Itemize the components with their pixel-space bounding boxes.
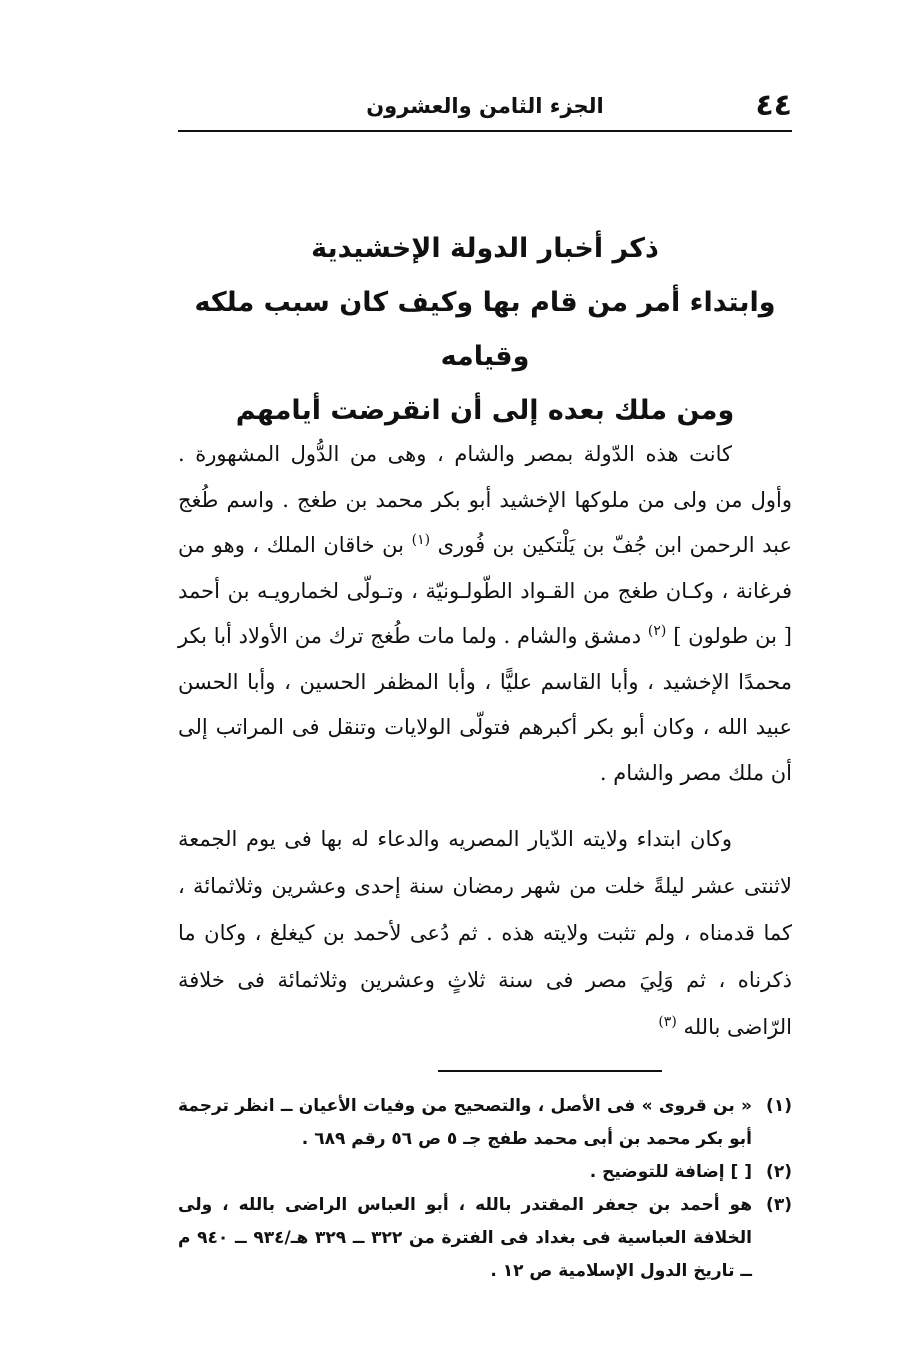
footnote-reference-3: (٣) — [658, 1014, 677, 1030]
footnotes — [178, 1090, 792, 1288]
chapter-title-line-1: ذكر أخبار الدولة الإخشيدية — [311, 233, 659, 264]
footnote-reference-2: (٢) — [647, 623, 667, 639]
volume-title: الجزء الثامن والعشرون — [366, 94, 604, 118]
body-paragraph-1 — [178, 432, 792, 796]
footnote-text: هو أحمد بن جعفر المقتدر بالله ، أبو العباس الراضى بالله ، ولى الخلافة العباسية فى بغداد فى الفترة من ٣٢٢ ــ ٣٢٩ هـ/٩٣٤ ــ ٩٤٠ م ــ تاريخ الدول الإسلامية ص ١٢ . — [178, 1195, 752, 1281]
paragraph-text: وكان ابتداء ولايته الدّيار المصريه والدعاء له بها فى يوم الجمعة لاثنتى عشر ليلةً خلت من شهر رمضان سنة إحدى وعشرين وثلاثمائة ، كما قدمناه ، ولم تثبت ولايته هذه . ثم دُعى لأحمد بن كيغلغ ، وكان ما ذكرناه ، ثم وَلِيَ مصر فى سنة ثلاثٍ وعشرين وثلاثمائة فى خلافة الرّاضى بالله — [178, 827, 792, 1039]
footnote-1 — [178, 1090, 792, 1156]
footnote-reference-1: (١) — [411, 532, 431, 548]
paragraph-text: دمشق والشام . ولما مات طُغج ترك من الأولاد أبا بكر محمدًا الإخشيد ، وأبا القاسم عليًّا ، وأبا المظفر الحسين ، وأبا الحسن عبيد الله ، وكان أبو بكر أكبرهم فتولّى الولايات وتنقل فى المراتب إلى أن ملك مصر والشام . — [178, 624, 792, 785]
paragraph-text: بن خاقان الملك ، وهو من فرغانة ، وكـان طغج من القـواد الطّولـونيّة ، وتـولّى لخمارويـه بن أحمد [ بن طولون ] — [178, 533, 792, 648]
footnote-2 — [178, 1156, 792, 1189]
body-paragraph-2 — [178, 816, 792, 1051]
footnote-3 — [178, 1189, 792, 1288]
footnote-number: (١) — [766, 1096, 792, 1116]
chapter-title-line-3: ومن ملك بعده إلى أن انقرضت أيامهم — [235, 395, 735, 426]
running-header — [178, 86, 792, 132]
paragraph-text: كانت هذه الدّولة بمصر والشام ، وهى من الدُّول المشهورة . وأول من ولى من ملوكها الإخشيد أبو بكر محمد بن طغج . واسم طُغج عبد الرحمن ابن جُفّ بن يَلْتكين بن فُورى — [178, 442, 792, 557]
chapter-title — [178, 222, 792, 438]
page-number: ٤٤ — [755, 88, 792, 123]
footnote-number: (٢) — [766, 1162, 792, 1182]
footnote-text: [ ] إضافة للتوضيح . — [589, 1162, 752, 1182]
footnote-number: (٣) — [766, 1195, 792, 1215]
footnote-text: « بن قروى » فى الأصل ، والتصحيح من وفيات الأعيان ــ انظر ترجمة أبو بكر محمد بن أبى محمد طفج جـ ٥ ص ٥٦ رقم ٦٨٩ . — [178, 1096, 752, 1149]
footnote-divider — [438, 1070, 662, 1072]
chapter-title-line-2: وابتداء أمر من قام بها وكيف كان سبب ملكه وقيامه — [194, 287, 776, 372]
